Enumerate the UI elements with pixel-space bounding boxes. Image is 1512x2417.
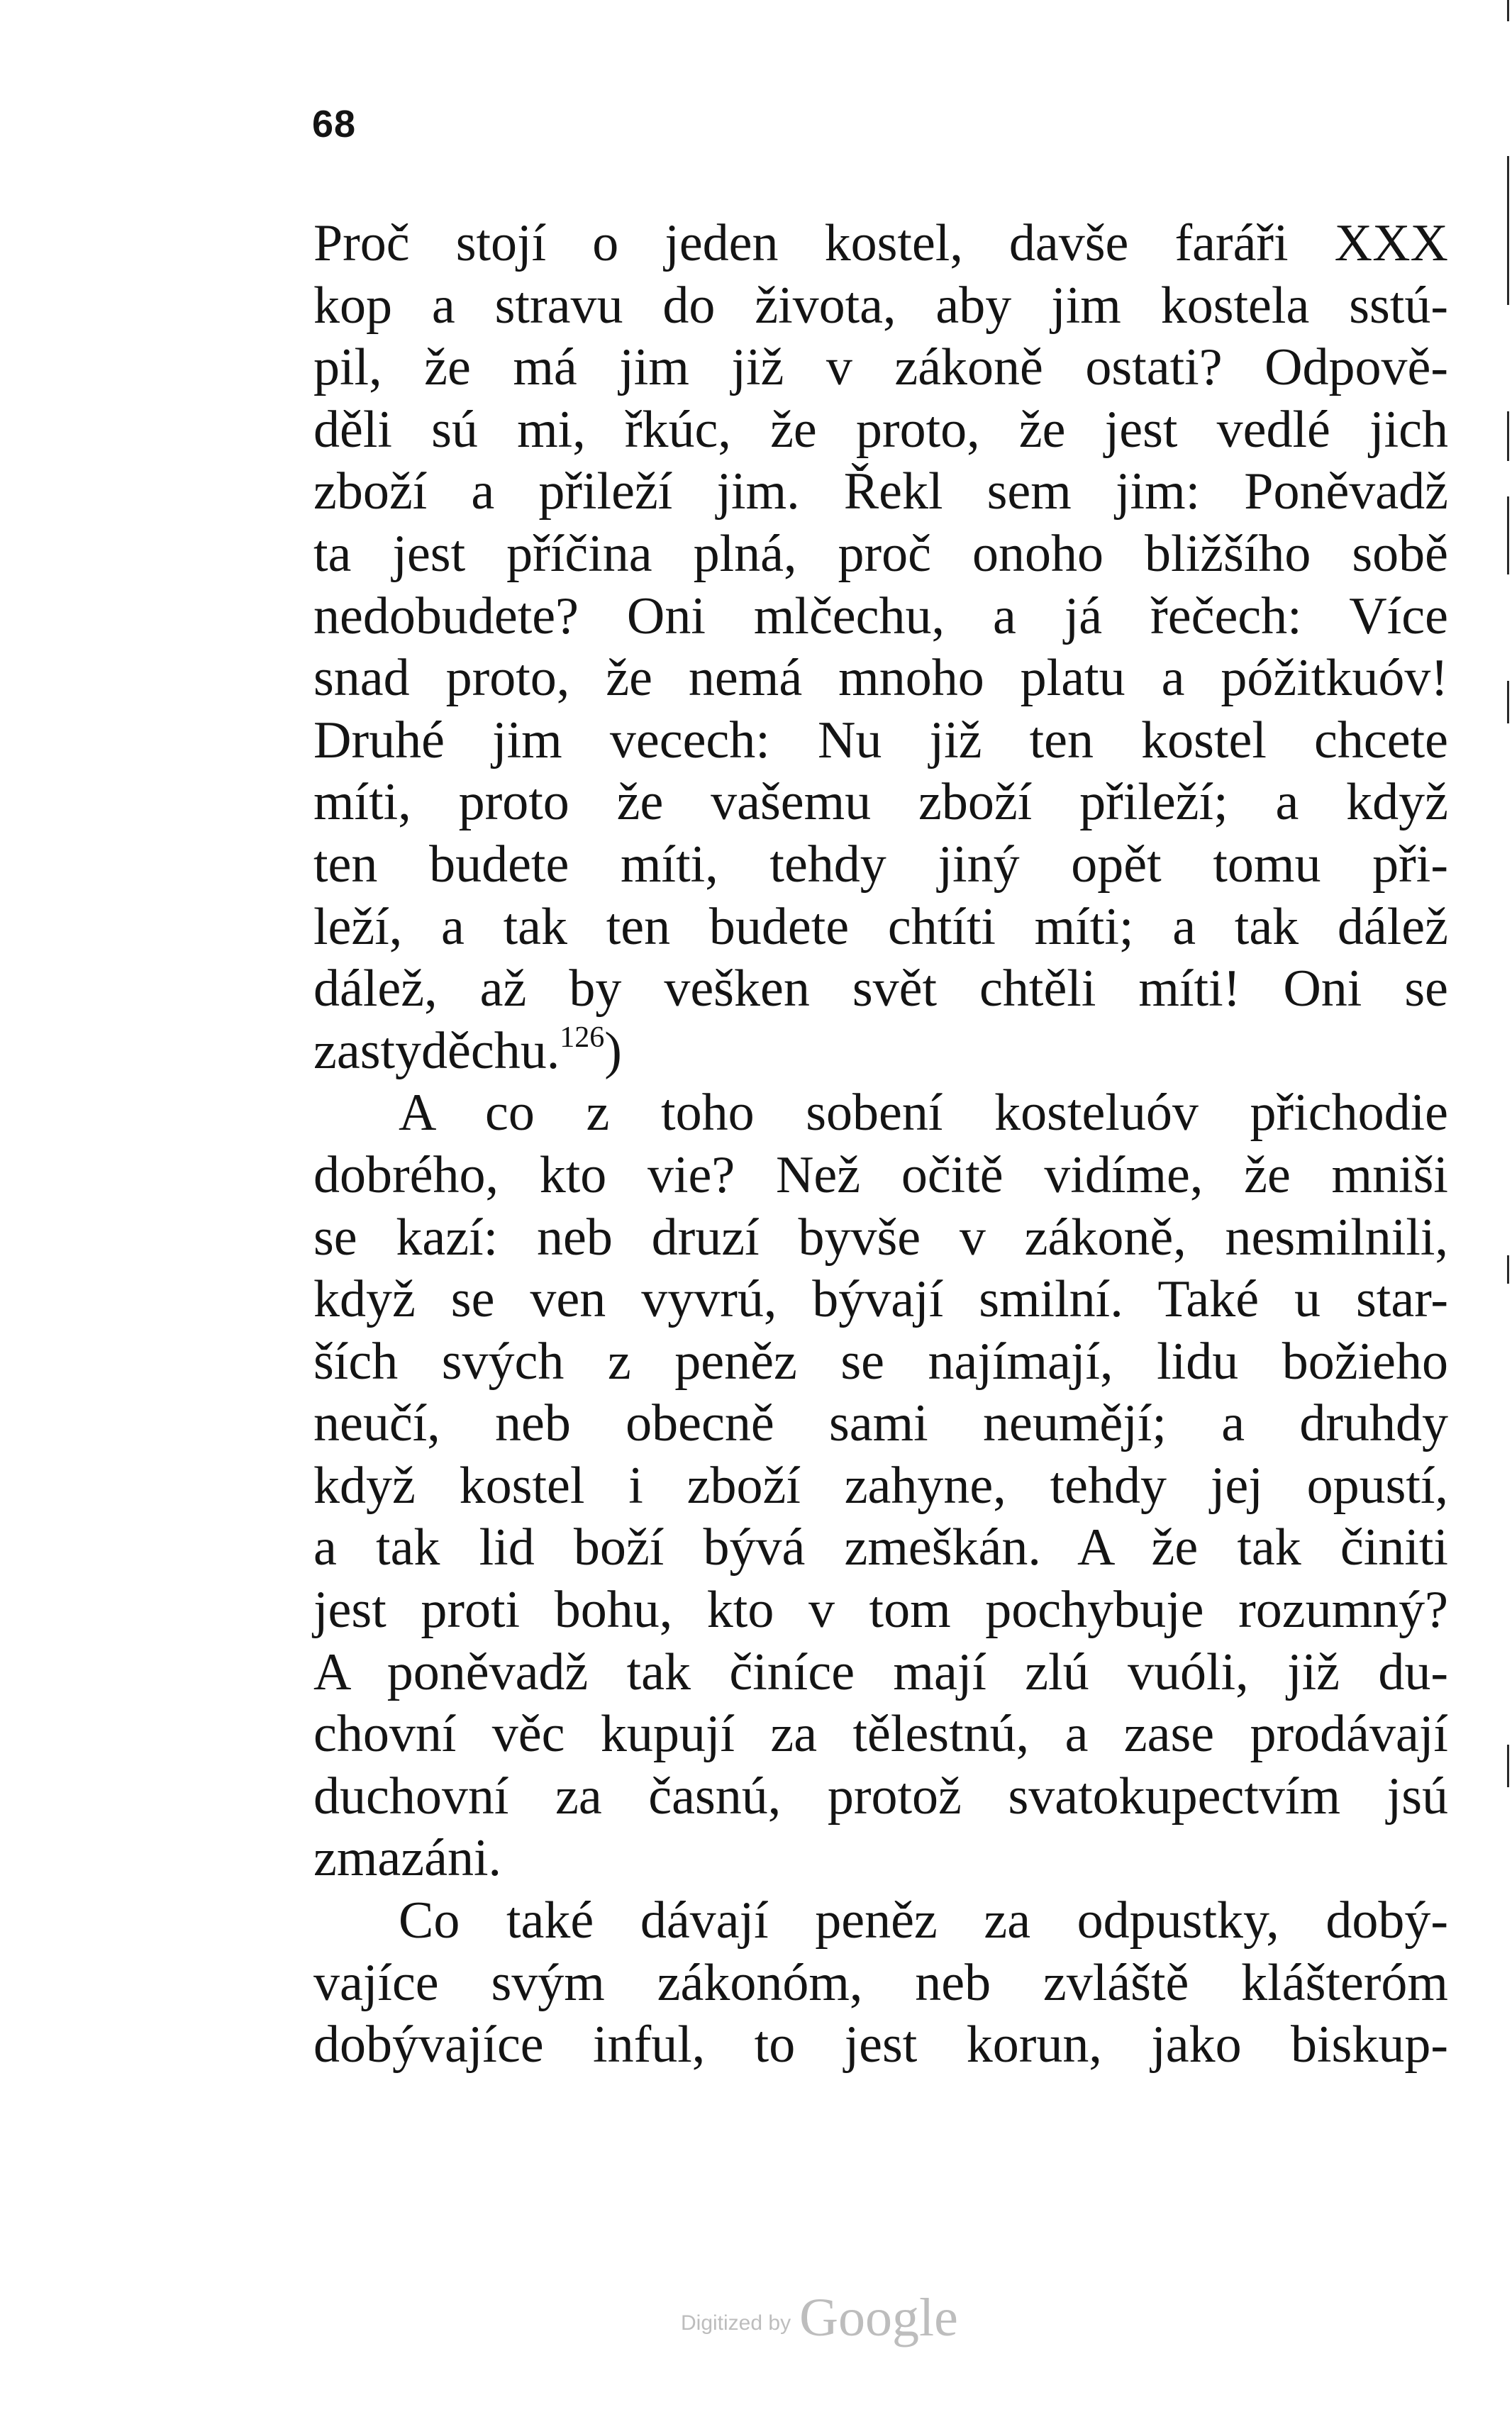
text-line-content: vajíce svým zákonóm, neb zvláště klášteróm <box>313 1953 1448 2012</box>
text-line-content: neučí, neb obecně sami neumějí; a druhdy <box>313 1394 1448 1453</box>
text-line-content: Proč stojí o jeden kostel, davše faráři XXX <box>313 214 1448 272</box>
text-line-content: snad proto, že nemá mnoho platu a póžitkuóv! <box>313 649 1448 708</box>
text-line <box>313 958 1448 1021</box>
text-line <box>313 1828 1448 1890</box>
google-logo: Google <box>799 2288 958 2347</box>
footnote-marker: 126 <box>560 1021 605 1054</box>
text-line <box>313 1704 1448 1766</box>
text-line <box>313 523 1448 586</box>
text-line-content: děli sú mi, řkúc, že proto, že jest vedlé jich <box>313 400 1448 459</box>
text-line <box>313 337 1448 399</box>
text-line-content: zmazáni. <box>313 1829 501 1888</box>
text-line-content: a tak lid boží bývá zmeškán. A že tak činiti <box>313 1518 1448 1577</box>
text-line-content: kop a stravu do života, aby jim kostela sstú- <box>313 276 1448 335</box>
text-line <box>313 213 1448 275</box>
digitized-watermark <box>681 2287 958 2349</box>
text-line-content: dobývajíce inful, to jest korun, jako biskup- <box>313 2016 1448 2074</box>
text-line-content: ten budete míti, tehdy jiný opět tomu při- <box>313 835 1448 894</box>
text-line <box>313 275 1448 338</box>
text-line <box>313 1952 1448 2015</box>
text-line-content: nedobudete? Oni mlčechu, a já řečech: Více <box>313 587 1448 645</box>
text-line-content: A co z toho sobení kosteluóv přichodie <box>399 1084 1448 1143</box>
text-line-content: dálež, až by vešken svět chtěli míti! Oni se <box>313 960 1448 1018</box>
text-line <box>313 834 1448 896</box>
text-line-content: zastyděchu. <box>313 1021 560 1080</box>
text-line <box>313 710 1448 772</box>
text-line <box>313 1766 1448 1828</box>
text-line-content: dobrého, kto vie? Než očitě vidíme, že mniši <box>313 1145 1448 1204</box>
text-line <box>313 461 1448 523</box>
text-line-content: duchovní za časnú, protož svatokupectvím jsú <box>313 1767 1448 1826</box>
text-line <box>313 1642 1448 1704</box>
text-line-content: zboží a přileží jim. Řekl sem jim: Poněvadž <box>313 462 1448 521</box>
text-line-content: Co také dávají peněz za odpustky, dobý- <box>399 1891 1448 1950</box>
body-text <box>313 213 1448 2077</box>
closing-parenthesis: ) <box>604 1021 622 1080</box>
text-line <box>313 1455 1448 1518</box>
text-line-content: jest proti bohu, kto v tom pochybuje rozumný? <box>313 1581 1448 1640</box>
page-number: 68 <box>312 103 357 145</box>
text-line <box>313 1579 1448 1642</box>
watermark-prefix: Digitized by <box>681 2311 791 2335</box>
text-line-content: ších svých z peněz se najímají, lidu božieho <box>313 1332 1448 1391</box>
text-line <box>313 1021 1448 1083</box>
text-line <box>313 1082 1448 1145</box>
text-line-content: ta jest příčina plná, proč onoho bližšího sobě <box>313 524 1448 583</box>
text-line-content: Druhé jim vecech: Nu již ten kostel chcete <box>313 711 1448 769</box>
text-line <box>313 1890 1448 1952</box>
text-line <box>313 1145 1448 1207</box>
text-line-content: míti, proto že vašemu zboží přileží; a když <box>313 773 1448 832</box>
text-line-content: pil, že má jim již v zákoně ostati? Odpově- <box>313 338 1448 397</box>
text-line <box>313 1207 1448 1269</box>
text-line <box>313 1269 1448 1331</box>
text-line-content: se kazí: neb druzí byvše v zákoně, nesmilnili, <box>313 1208 1448 1267</box>
text-line-content: když se ven vyvrú, bývají smilní. Také u star- <box>313 1270 1448 1329</box>
text-line <box>313 1331 1448 1394</box>
text-line <box>313 648 1448 710</box>
text-line <box>313 1393 1448 1455</box>
text-line <box>313 1517 1448 1579</box>
text-line <box>313 586 1448 648</box>
text-line <box>313 399 1448 462</box>
text-line <box>313 772 1448 834</box>
text-line <box>313 896 1448 959</box>
text-line-content: leží, a tak ten budete chtíti míti; a tak dálež <box>313 897 1448 956</box>
text-line <box>313 2014 1448 2077</box>
text-line-content: když kostel i zboží zahyne, tehdy jej opustí, <box>313 1456 1448 1515</box>
page-edge-marks <box>1506 0 1512 2417</box>
text-line-content: chovní věc kupují za tělestnú, a zase prodávají <box>313 1705 1448 1764</box>
text-line-content: A poněvadž tak činíce mají zlú vuóli, již du- <box>313 1643 1448 1701</box>
